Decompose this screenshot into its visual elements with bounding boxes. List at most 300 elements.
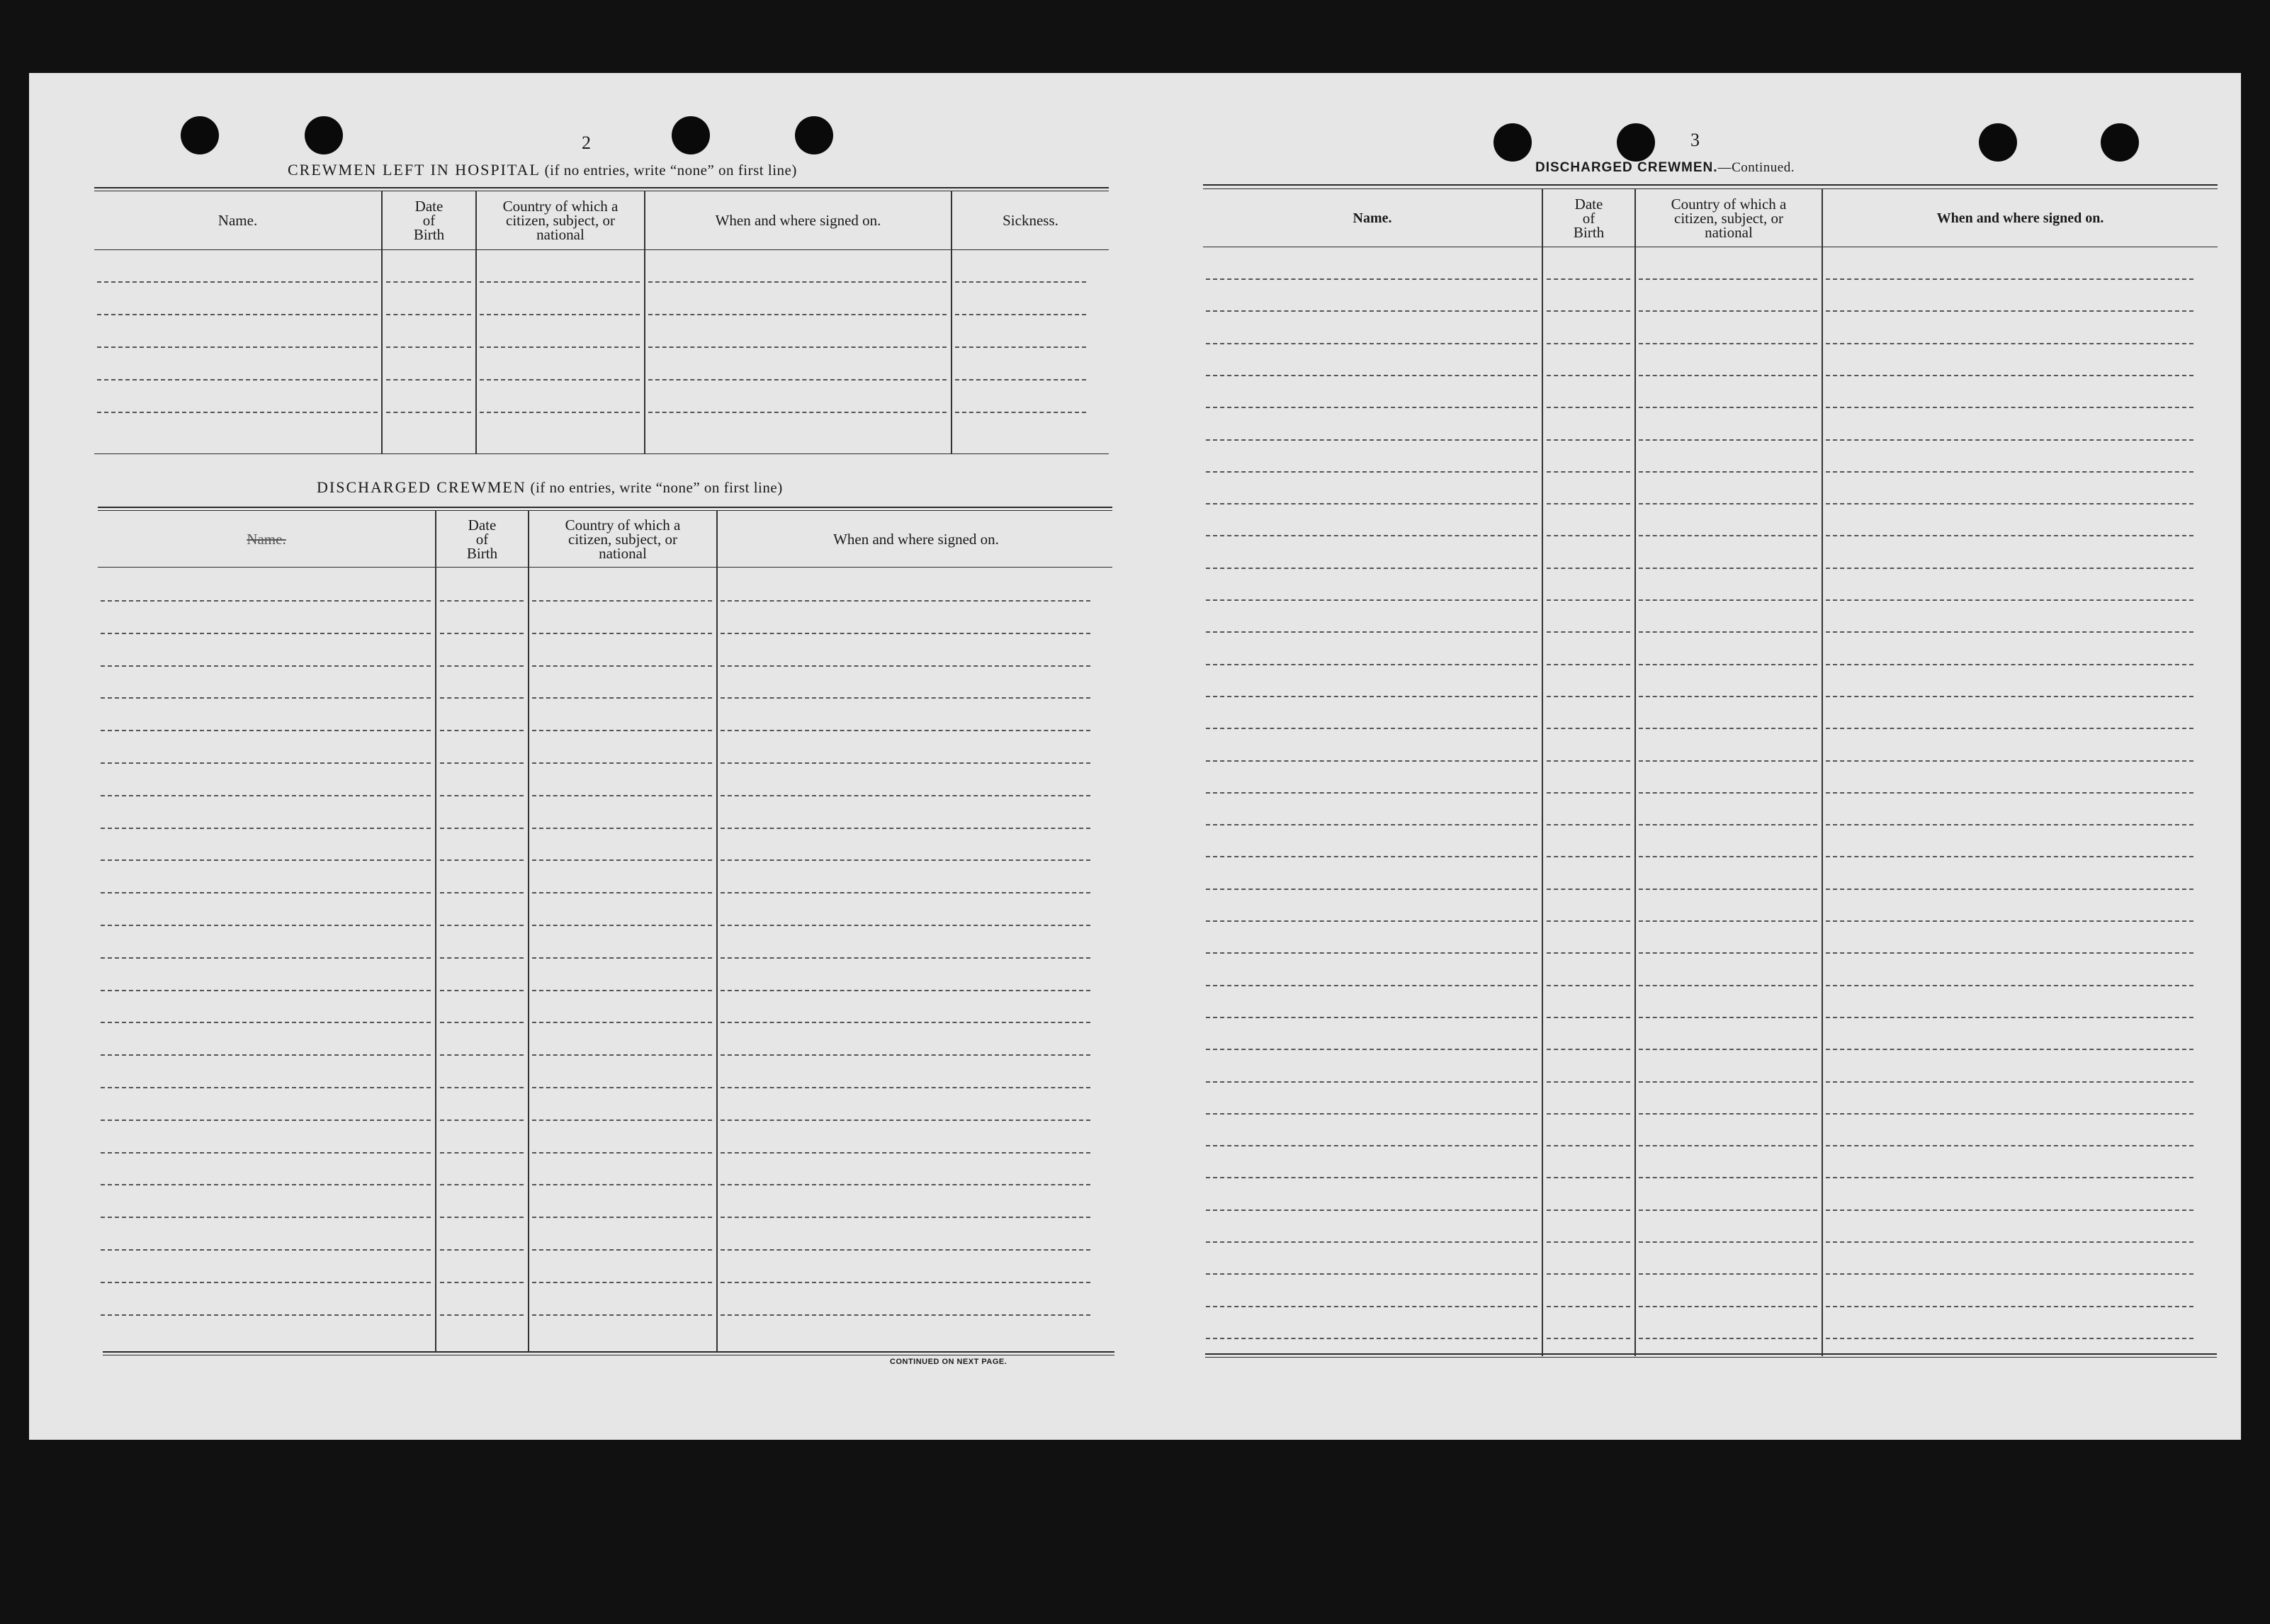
ruled-line bbox=[440, 1314, 524, 1316]
ruled-line bbox=[1206, 1113, 1537, 1115]
ruled-line bbox=[440, 1120, 524, 1121]
ruled-line bbox=[532, 762, 712, 764]
ruled-line bbox=[480, 346, 640, 348]
ruled-line bbox=[532, 1087, 712, 1088]
ruled-line bbox=[532, 697, 712, 699]
ruled-line bbox=[1639, 599, 1817, 601]
ruled-line bbox=[440, 633, 524, 634]
hospital-col-dob: Date of Birth bbox=[413, 198, 445, 243]
ruled-line bbox=[97, 412, 378, 413]
ruled-line bbox=[440, 1152, 524, 1154]
ruled-line bbox=[1639, 1113, 1817, 1115]
ruled-line bbox=[101, 665, 431, 667]
hospital-col-signed-on: When and where signed on. bbox=[715, 212, 881, 229]
ruled-line bbox=[1639, 375, 1817, 376]
ruled-line bbox=[1639, 824, 1817, 825]
ruled-line bbox=[955, 314, 1086, 315]
ruled-line bbox=[1206, 664, 1537, 665]
ruled-line bbox=[1547, 1241, 1630, 1243]
ruled-line bbox=[440, 1054, 524, 1056]
ruled-line bbox=[721, 1184, 1090, 1185]
ruled-line bbox=[1826, 1145, 2193, 1146]
ruled-line bbox=[721, 1152, 1090, 1154]
ruled-line bbox=[1826, 375, 2193, 376]
discharged-bottom-rule bbox=[103, 1351, 1114, 1353]
ruled-line bbox=[1547, 664, 1630, 665]
ruled-line bbox=[1826, 503, 2193, 504]
ruled-line bbox=[440, 990, 524, 991]
discharged-col-signed-on: When and where signed on. bbox=[833, 530, 999, 548]
ruled-line bbox=[721, 925, 1090, 926]
ruled-line bbox=[97, 281, 378, 283]
ruled-line bbox=[1826, 599, 2193, 601]
ruled-line bbox=[1826, 631, 2193, 633]
discharged-top-rule bbox=[98, 507, 1112, 508]
discharged-title-main: DISCHARGED CREWMEN bbox=[317, 478, 526, 496]
ruled-line bbox=[1639, 278, 1817, 280]
ruled-line bbox=[532, 1152, 712, 1154]
ruled-line bbox=[1206, 1049, 1537, 1050]
ruled-line bbox=[721, 1249, 1090, 1251]
ruled-line bbox=[532, 1249, 712, 1251]
discharged-header-rule bbox=[98, 567, 1112, 568]
ruled-line bbox=[1547, 1049, 1630, 1050]
right-col-divider bbox=[1822, 188, 1823, 1356]
ruled-line bbox=[1826, 760, 2193, 762]
ruled-line bbox=[1639, 664, 1817, 665]
ruled-line bbox=[440, 892, 524, 893]
ruled-line bbox=[955, 346, 1086, 348]
ruled-line bbox=[1826, 407, 2193, 408]
ruled-line bbox=[532, 1217, 712, 1218]
ruled-line bbox=[1547, 278, 1630, 280]
ruled-line bbox=[1639, 792, 1817, 794]
punch-hole bbox=[672, 116, 710, 154]
right-top-rule bbox=[1203, 184, 2218, 186]
ruled-line bbox=[386, 346, 471, 348]
ruled-line bbox=[440, 665, 524, 667]
ruled-line bbox=[721, 957, 1090, 959]
ruled-line bbox=[721, 1282, 1090, 1283]
ruled-line bbox=[101, 1152, 431, 1154]
ruled-line bbox=[1639, 439, 1817, 441]
punch-hole bbox=[1493, 123, 1532, 162]
ruled-line bbox=[1206, 535, 1537, 536]
ruled-line bbox=[440, 957, 524, 959]
ruled-line bbox=[721, 1087, 1090, 1088]
ruled-line bbox=[101, 990, 431, 991]
ruled-line bbox=[1206, 278, 1537, 280]
ruled-line bbox=[101, 1249, 431, 1251]
right-bottom-rule bbox=[1205, 1353, 2217, 1355]
ruled-line bbox=[1826, 1017, 2193, 1018]
ruled-line bbox=[648, 314, 947, 315]
ruled-line bbox=[1639, 985, 1817, 986]
ruled-line bbox=[440, 697, 524, 699]
ruled-line bbox=[1639, 728, 1817, 729]
ruled-line bbox=[1206, 1017, 1537, 1018]
ruled-line bbox=[1826, 1177, 2193, 1178]
ruled-line bbox=[1639, 1177, 1817, 1178]
ruled-line bbox=[1826, 343, 2193, 344]
ruled-line bbox=[440, 925, 524, 926]
ruled-line bbox=[1206, 407, 1537, 408]
ruled-line bbox=[955, 379, 1086, 380]
ruled-line bbox=[101, 762, 431, 764]
ruled-line bbox=[101, 1184, 431, 1185]
ruled-line bbox=[97, 314, 378, 315]
continued-note: CONTINUED ON NEXT PAGE. bbox=[890, 1358, 1007, 1366]
discharged-section-title bbox=[317, 478, 783, 497]
ruled-line bbox=[1206, 471, 1537, 473]
discharged-col-divider bbox=[435, 510, 436, 1353]
ruled-line bbox=[101, 1054, 431, 1056]
ruled-line bbox=[480, 314, 640, 315]
ruled-line bbox=[1826, 792, 2193, 794]
ruled-line bbox=[1206, 824, 1537, 825]
hospital-bottom-rule bbox=[94, 453, 1109, 454]
page-number-left: 2 bbox=[582, 132, 591, 153]
ruled-line bbox=[648, 412, 947, 413]
ruled-line bbox=[1826, 696, 2193, 697]
ruled-line bbox=[101, 730, 431, 731]
ruled-line bbox=[440, 1184, 524, 1185]
ruled-line bbox=[1547, 568, 1630, 569]
ruled-line bbox=[721, 665, 1090, 667]
ruled-line bbox=[721, 730, 1090, 731]
discharged-col-country: Country of which a citizen, subject, or national bbox=[565, 516, 681, 562]
ruled-line bbox=[386, 379, 471, 380]
ruled-line bbox=[1547, 503, 1630, 504]
ruled-line bbox=[532, 1054, 712, 1056]
ruled-line bbox=[386, 281, 471, 283]
document-sheet bbox=[29, 73, 2241, 1440]
ruled-line bbox=[1206, 343, 1537, 344]
ruled-line bbox=[721, 795, 1090, 796]
ruled-line bbox=[721, 892, 1090, 893]
ruled-line bbox=[1826, 278, 2193, 280]
ruled-line bbox=[1639, 343, 1817, 344]
right-col-dob: Date of Birth bbox=[1573, 195, 1605, 241]
ruled-line bbox=[101, 1022, 431, 1023]
ruled-line bbox=[721, 859, 1090, 861]
hospital-top-rule bbox=[94, 187, 1109, 188]
discharged-top-rule-2 bbox=[98, 510, 1112, 511]
ruled-line bbox=[1547, 985, 1630, 986]
ruled-line bbox=[1639, 1017, 1817, 1018]
ruled-line bbox=[532, 1184, 712, 1185]
ruled-line bbox=[1547, 1209, 1630, 1211]
ruled-line bbox=[1206, 1081, 1537, 1083]
ruled-line bbox=[532, 633, 712, 634]
ruled-line bbox=[1826, 664, 2193, 665]
ruled-line bbox=[1547, 1273, 1630, 1275]
ruled-line bbox=[1206, 1177, 1537, 1178]
ruled-line bbox=[1547, 1177, 1630, 1178]
ruled-line bbox=[97, 379, 378, 380]
ruled-line bbox=[1826, 1209, 2193, 1211]
ruled-line bbox=[1639, 1081, 1817, 1083]
right-col-divider bbox=[1634, 188, 1636, 1356]
ruled-line bbox=[1826, 568, 2193, 569]
ruled-line bbox=[1639, 471, 1817, 473]
ruled-line bbox=[1826, 1081, 2193, 1083]
ruled-line bbox=[532, 925, 712, 926]
ruled-line bbox=[1206, 568, 1537, 569]
ruled-line bbox=[532, 730, 712, 731]
ruled-line bbox=[440, 1249, 524, 1251]
ruled-line bbox=[1547, 535, 1630, 536]
ruled-line bbox=[1826, 856, 2193, 857]
ruled-line bbox=[1826, 535, 2193, 536]
ruled-line bbox=[1547, 1081, 1630, 1083]
ruled-line bbox=[1206, 1209, 1537, 1211]
ruled-line bbox=[1206, 599, 1537, 601]
ruled-line bbox=[1547, 1113, 1630, 1115]
ruled-line bbox=[1206, 439, 1537, 441]
right-title-main: DISCHARGED CREWMEN. bbox=[1535, 160, 1718, 175]
ruled-line bbox=[1206, 696, 1537, 697]
ruled-line bbox=[101, 1282, 431, 1283]
ruled-line bbox=[1639, 310, 1817, 312]
ruled-line bbox=[1547, 792, 1630, 794]
ruled-line bbox=[1547, 952, 1630, 954]
hospital-header-rule bbox=[94, 249, 1109, 250]
right-col-name: Name. bbox=[1353, 210, 1392, 226]
ruled-line bbox=[1639, 952, 1817, 954]
ruled-line bbox=[1639, 920, 1817, 922]
punch-hole bbox=[305, 116, 343, 154]
hospital-title-main: CREWMEN LEFT IN HOSPITAL bbox=[288, 161, 541, 179]
page-number-right: 3 bbox=[1690, 130, 1700, 150]
ruled-line bbox=[1547, 920, 1630, 922]
hospital-title-note: (if no entries, write “none” on first line) bbox=[544, 162, 797, 179]
discharged-col-dob: Date of Birth bbox=[466, 516, 498, 562]
ruled-line bbox=[386, 412, 471, 413]
ruled-line bbox=[1639, 1145, 1817, 1146]
ruled-line bbox=[440, 1282, 524, 1283]
ruled-line bbox=[721, 1217, 1090, 1218]
ruled-line bbox=[721, 600, 1090, 602]
ruled-line bbox=[721, 828, 1090, 829]
ruled-line bbox=[1206, 1145, 1537, 1146]
hospital-section-title bbox=[288, 161, 797, 179]
ruled-line bbox=[1826, 985, 2193, 986]
ruled-line bbox=[101, 1217, 431, 1218]
ruled-line bbox=[440, 1022, 524, 1023]
right-title-suffix: —Continued. bbox=[1717, 160, 1795, 175]
ruled-line bbox=[1826, 1338, 2193, 1339]
ruled-line bbox=[1826, 439, 2193, 441]
ruled-line bbox=[1206, 728, 1537, 729]
ruled-line bbox=[1206, 760, 1537, 762]
ruled-line bbox=[721, 1120, 1090, 1121]
ruled-line bbox=[440, 762, 524, 764]
ruled-line bbox=[1547, 1306, 1630, 1307]
discharged-col-name bbox=[98, 512, 435, 566]
ruled-line bbox=[101, 1314, 431, 1316]
ruled-line bbox=[955, 281, 1086, 283]
right-bottom-rule-2 bbox=[1205, 1357, 2217, 1358]
ruled-line bbox=[1206, 1306, 1537, 1307]
ruled-line bbox=[1826, 728, 2193, 729]
ruled-line bbox=[97, 346, 378, 348]
ruled-line bbox=[1547, 343, 1630, 344]
ruled-line bbox=[1206, 952, 1537, 954]
ruled-line bbox=[1639, 535, 1817, 536]
ruled-line bbox=[1639, 760, 1817, 762]
ruled-line bbox=[532, 1282, 712, 1283]
punch-hole bbox=[1617, 123, 1655, 162]
ruled-line bbox=[1206, 375, 1537, 376]
ruled-line bbox=[440, 1217, 524, 1218]
ruled-line bbox=[440, 795, 524, 796]
ruled-line bbox=[1206, 792, 1537, 794]
ruled-line bbox=[532, 600, 712, 602]
ruled-line bbox=[1547, 1145, 1630, 1146]
ruled-line bbox=[1639, 1241, 1817, 1243]
right-col-country: Country of which a citizen, subject, or national bbox=[1671, 195, 1787, 241]
ruled-line bbox=[1206, 1338, 1537, 1339]
ruled-line bbox=[721, 990, 1090, 991]
ruled-line bbox=[480, 412, 640, 413]
ruled-line bbox=[955, 412, 1086, 413]
punch-hole bbox=[1979, 123, 2017, 162]
ruled-line bbox=[532, 795, 712, 796]
ruled-line bbox=[1547, 696, 1630, 697]
ruled-line bbox=[1547, 631, 1630, 633]
ruled-line bbox=[101, 925, 431, 926]
ruled-line bbox=[721, 697, 1090, 699]
ruled-line bbox=[1547, 1017, 1630, 1018]
ruled-line bbox=[1206, 503, 1537, 504]
ruled-line bbox=[440, 730, 524, 731]
ruled-line bbox=[480, 379, 640, 380]
right-section-title bbox=[1535, 158, 1795, 176]
ruled-line bbox=[1206, 889, 1537, 890]
ruled-line bbox=[1547, 471, 1630, 473]
ruled-line bbox=[1639, 1273, 1817, 1275]
ruled-line bbox=[1826, 471, 2193, 473]
ruled-line bbox=[532, 828, 712, 829]
ruled-line bbox=[532, 665, 712, 667]
ruled-line bbox=[1826, 1113, 2193, 1115]
discharged-title-note: (if no entries, write “none” on first line) bbox=[530, 479, 783, 496]
ruled-line bbox=[1639, 1049, 1817, 1050]
ruled-line bbox=[1826, 310, 2193, 312]
ruled-line bbox=[101, 957, 431, 959]
punch-hole bbox=[2101, 123, 2139, 162]
ruled-line bbox=[532, 1314, 712, 1316]
right-col-divider bbox=[1542, 188, 1543, 1356]
right-col-signed-on: When and where signed on. bbox=[1936, 210, 2104, 226]
ruled-line bbox=[101, 795, 431, 796]
ruled-line bbox=[1826, 889, 2193, 890]
ruled-line bbox=[532, 1022, 712, 1023]
ruled-line bbox=[1826, 1273, 2193, 1275]
ruled-line bbox=[101, 697, 431, 699]
ruled-line bbox=[721, 1314, 1090, 1316]
ruled-line bbox=[532, 859, 712, 861]
ruled-line bbox=[1826, 1049, 2193, 1050]
ruled-line bbox=[532, 1120, 712, 1121]
ruled-line bbox=[1826, 952, 2193, 954]
ruled-line bbox=[721, 762, 1090, 764]
ruled-line bbox=[1639, 856, 1817, 857]
ruled-line bbox=[1547, 599, 1630, 601]
ruled-line bbox=[1206, 1273, 1537, 1275]
ruled-line bbox=[532, 990, 712, 991]
ruled-line bbox=[440, 828, 524, 829]
discharged-col-divider bbox=[528, 510, 529, 1353]
ruled-line bbox=[101, 828, 431, 829]
ruled-line bbox=[1547, 439, 1630, 441]
ruled-line bbox=[1547, 760, 1630, 762]
ruled-line bbox=[101, 859, 431, 861]
ruled-line bbox=[1639, 1306, 1817, 1307]
ruled-line bbox=[440, 600, 524, 602]
ruled-line bbox=[1206, 985, 1537, 986]
ruled-line bbox=[721, 633, 1090, 634]
ruled-line bbox=[721, 1022, 1090, 1023]
ruled-line bbox=[648, 346, 947, 348]
ruled-line bbox=[1547, 856, 1630, 857]
discharged-col-divider bbox=[716, 510, 718, 1353]
ruled-line bbox=[1547, 375, 1630, 376]
ruled-line bbox=[440, 859, 524, 861]
ruled-line bbox=[101, 1087, 431, 1088]
ruled-line bbox=[480, 281, 640, 283]
ruled-line bbox=[386, 314, 471, 315]
ruled-line bbox=[1547, 1338, 1630, 1339]
ruled-line bbox=[1826, 824, 2193, 825]
ruled-line bbox=[532, 957, 712, 959]
hospital-col-name: Name. bbox=[218, 212, 258, 229]
ruled-line bbox=[1826, 1241, 2193, 1243]
ruled-line bbox=[1547, 889, 1630, 890]
ruled-line bbox=[1826, 920, 2193, 922]
ruled-line bbox=[721, 1054, 1090, 1056]
punch-hole bbox=[181, 116, 219, 154]
ruled-line bbox=[440, 1087, 524, 1088]
ruled-line bbox=[1206, 856, 1537, 857]
ruled-line bbox=[1206, 310, 1537, 312]
ruled-line bbox=[1547, 407, 1630, 408]
ruled-line bbox=[1639, 696, 1817, 697]
ruled-line bbox=[1639, 568, 1817, 569]
ruled-line bbox=[1547, 728, 1630, 729]
ruled-line bbox=[1206, 1241, 1537, 1243]
ruled-line bbox=[1639, 1209, 1817, 1211]
hospital-col-sickness: Sickness. bbox=[1003, 212, 1058, 229]
ruled-line bbox=[1547, 310, 1630, 312]
ruled-line bbox=[1206, 920, 1537, 922]
ruled-line bbox=[1639, 889, 1817, 890]
ruled-line bbox=[101, 892, 431, 893]
ruled-line bbox=[1826, 1306, 2193, 1307]
ruled-line bbox=[1639, 631, 1817, 633]
right-top-rule-2 bbox=[1203, 188, 2218, 189]
discharged-col-name-label: Name. bbox=[247, 530, 286, 548]
ruled-line bbox=[101, 1120, 431, 1121]
ruled-line bbox=[101, 600, 431, 602]
ruled-line bbox=[648, 379, 947, 380]
ruled-line bbox=[1639, 1338, 1817, 1339]
punch-hole bbox=[795, 116, 833, 154]
ruled-line bbox=[101, 633, 431, 634]
ruled-line bbox=[1547, 824, 1630, 825]
ruled-line bbox=[532, 892, 712, 893]
